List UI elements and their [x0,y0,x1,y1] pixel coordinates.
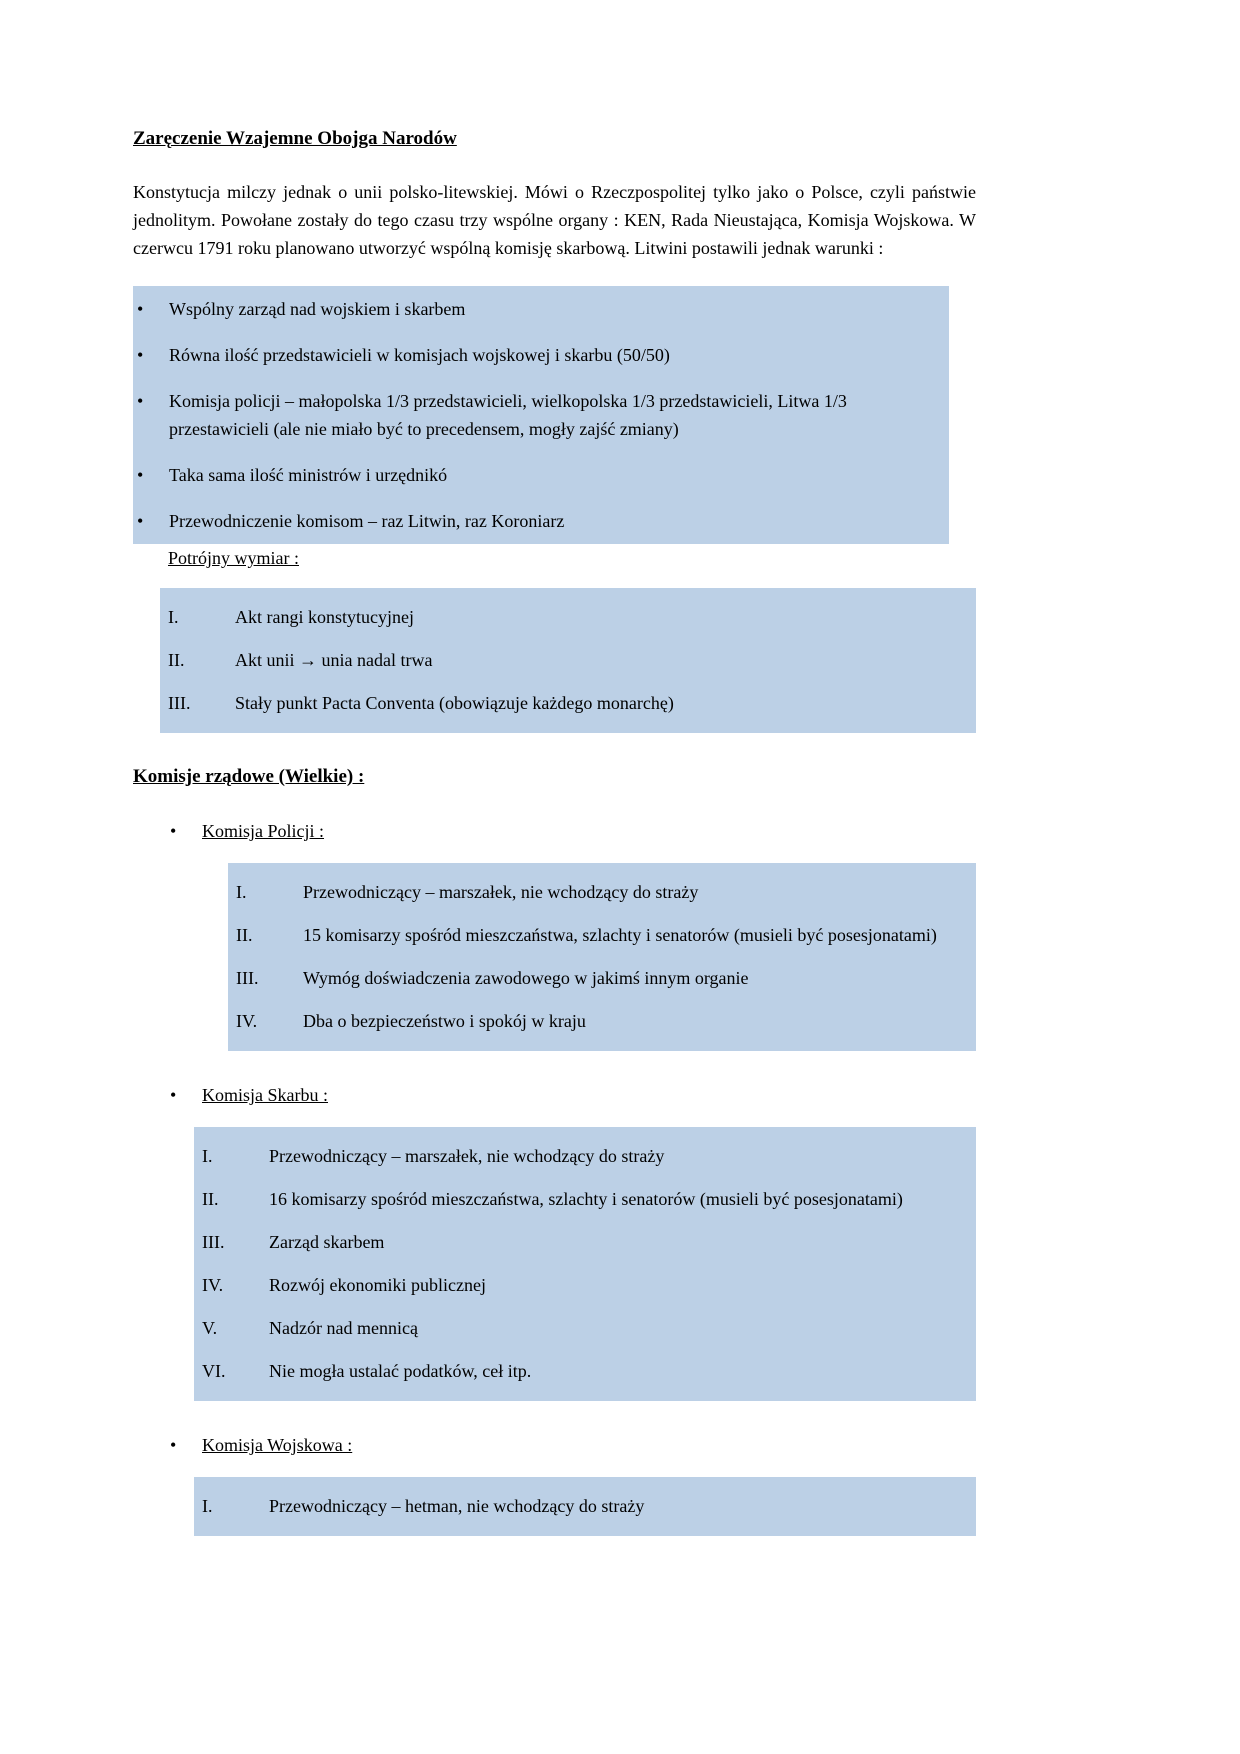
item-number: I. [168,607,179,627]
list-item [200,1135,966,1178]
list-item [234,914,966,957]
item-text: 16 komisarzy spośród mieszczaństwa, szlachty i senatorów (musieli być posesjonatami) [269,1189,903,1209]
item-number: VI. [202,1361,226,1381]
list-item [200,1350,966,1393]
item-number: I. [202,1496,213,1516]
list-item [200,1485,966,1528]
item-text: Stały punkt Pacta Conventa (obowiązuje każdego monarchę) [235,693,674,713]
list-item: • Taka sama ilość ministrów i urzędnikó [133,452,949,498]
list-item [234,1000,966,1043]
komisja-policji-list [228,863,976,1051]
komisja-policji-name: Komisja Policji : [202,821,325,841]
document-content [133,128,976,1566]
komisja-skarbu-heading [133,1081,976,1109]
conditions-list [133,286,949,544]
item-number: III. [236,968,259,988]
list-item: • Równa ilość przedstawicieli w komisjach wojskowej i skarbu (50/50) [133,332,949,378]
item-text: 15 komisarzy spośród mieszczaństwa, szlachty i senatorów (musieli być posesjonatami) [303,925,937,945]
komisja-skarbu-list [194,1127,976,1401]
item-number: II. [202,1189,219,1209]
potrojny-heading-text: Potrójny wymiar : [168,548,299,568]
list-item [200,1221,966,1264]
komisja-wojskowa-heading [133,1431,976,1459]
item-number: I. [202,1146,213,1166]
komisja-wojskowa-list [194,1477,976,1536]
komisje-heading-text: Komisje rządowe (Wielkie) : [133,766,365,787]
item-text: Nadzór nad mennicą [269,1318,418,1338]
list-item [166,682,966,725]
komisja-skarbu-name: Komisja Skarbu : [202,1085,328,1105]
item-number: I. [236,882,247,902]
intro-paragraph: Konstytucja milczy jednak o unii polsko-litewskiej. Mówi o Rzeczpospolitej tylko jako o Polsce, czyli państwie jednolitym. Powołane zostały do tego czasu trzy wspólne organy : KEN, Rada Nieustająca, Komisja Wojskowa. W czerwcu 1791 roku planowano utworzyć wspólną komisję skarbową. Litwini postawili jednak warunki : [133,182,976,258]
item-text: Zarząd skarbem [269,1232,385,1252]
item-text: Akt rangi konstytucyjnej [235,607,414,627]
komisje-heading [133,763,976,791]
item-number: III. [168,693,191,713]
list-item: • Komisja policji – małopolska 1/3 przedstawicieli, wielkopolska 1/3 przedstawicieli, Litwa 1/3 przestawicieli (ale nie miało być to precedensem, mogły zajść zmiany) [133,378,949,452]
komisja-policji-heading [133,817,976,845]
potrojny-list [160,588,976,733]
list-item: • Wspólny zarząd nad wojskiem i skarbem [133,286,949,332]
list-item [200,1307,966,1350]
list-item [166,639,966,682]
item-text: Przewodniczący – hetman, nie wchodzący do straży [269,1496,645,1516]
list-item [234,871,966,914]
list-item [234,957,966,1000]
item-number: IV. [202,1275,224,1295]
item-number: II. [236,925,253,945]
item-text: Wymóg doświadczenia zawodowego w jakimś innym organie [303,968,749,988]
list-item [200,1264,966,1307]
item-text: Przewodniczący – marszałek, nie wchodzący do straży [269,1146,665,1166]
item-number: III. [202,1232,225,1252]
item-number: II. [168,650,185,670]
item-text: Przewodniczący – marszałek, nie wchodzący do straży [303,882,699,902]
document-title: Zaręczenie Wzajemne Obojga Narodów [133,128,457,149]
item-text: Nie mogła ustalać podatków, ceł itp. [269,1361,532,1381]
item-number: V. [202,1318,218,1338]
list-item: • Przewodniczenie komisom – raz Litwin, raz Koroniarz [133,498,949,544]
komisja-wojskowa-name: Komisja Wojskowa : [202,1435,353,1455]
list-item [200,1178,966,1221]
item-text: Dba o bezpieczeństwo i spokój w kraju [303,1011,586,1031]
item-text: Rozwój ekonomiki publicznej [269,1275,486,1295]
item-text: Akt unii → unia nadal trwa [235,650,433,670]
list-item [166,596,966,639]
item-number: IV. [236,1011,258,1031]
potrojny-heading [133,544,976,572]
